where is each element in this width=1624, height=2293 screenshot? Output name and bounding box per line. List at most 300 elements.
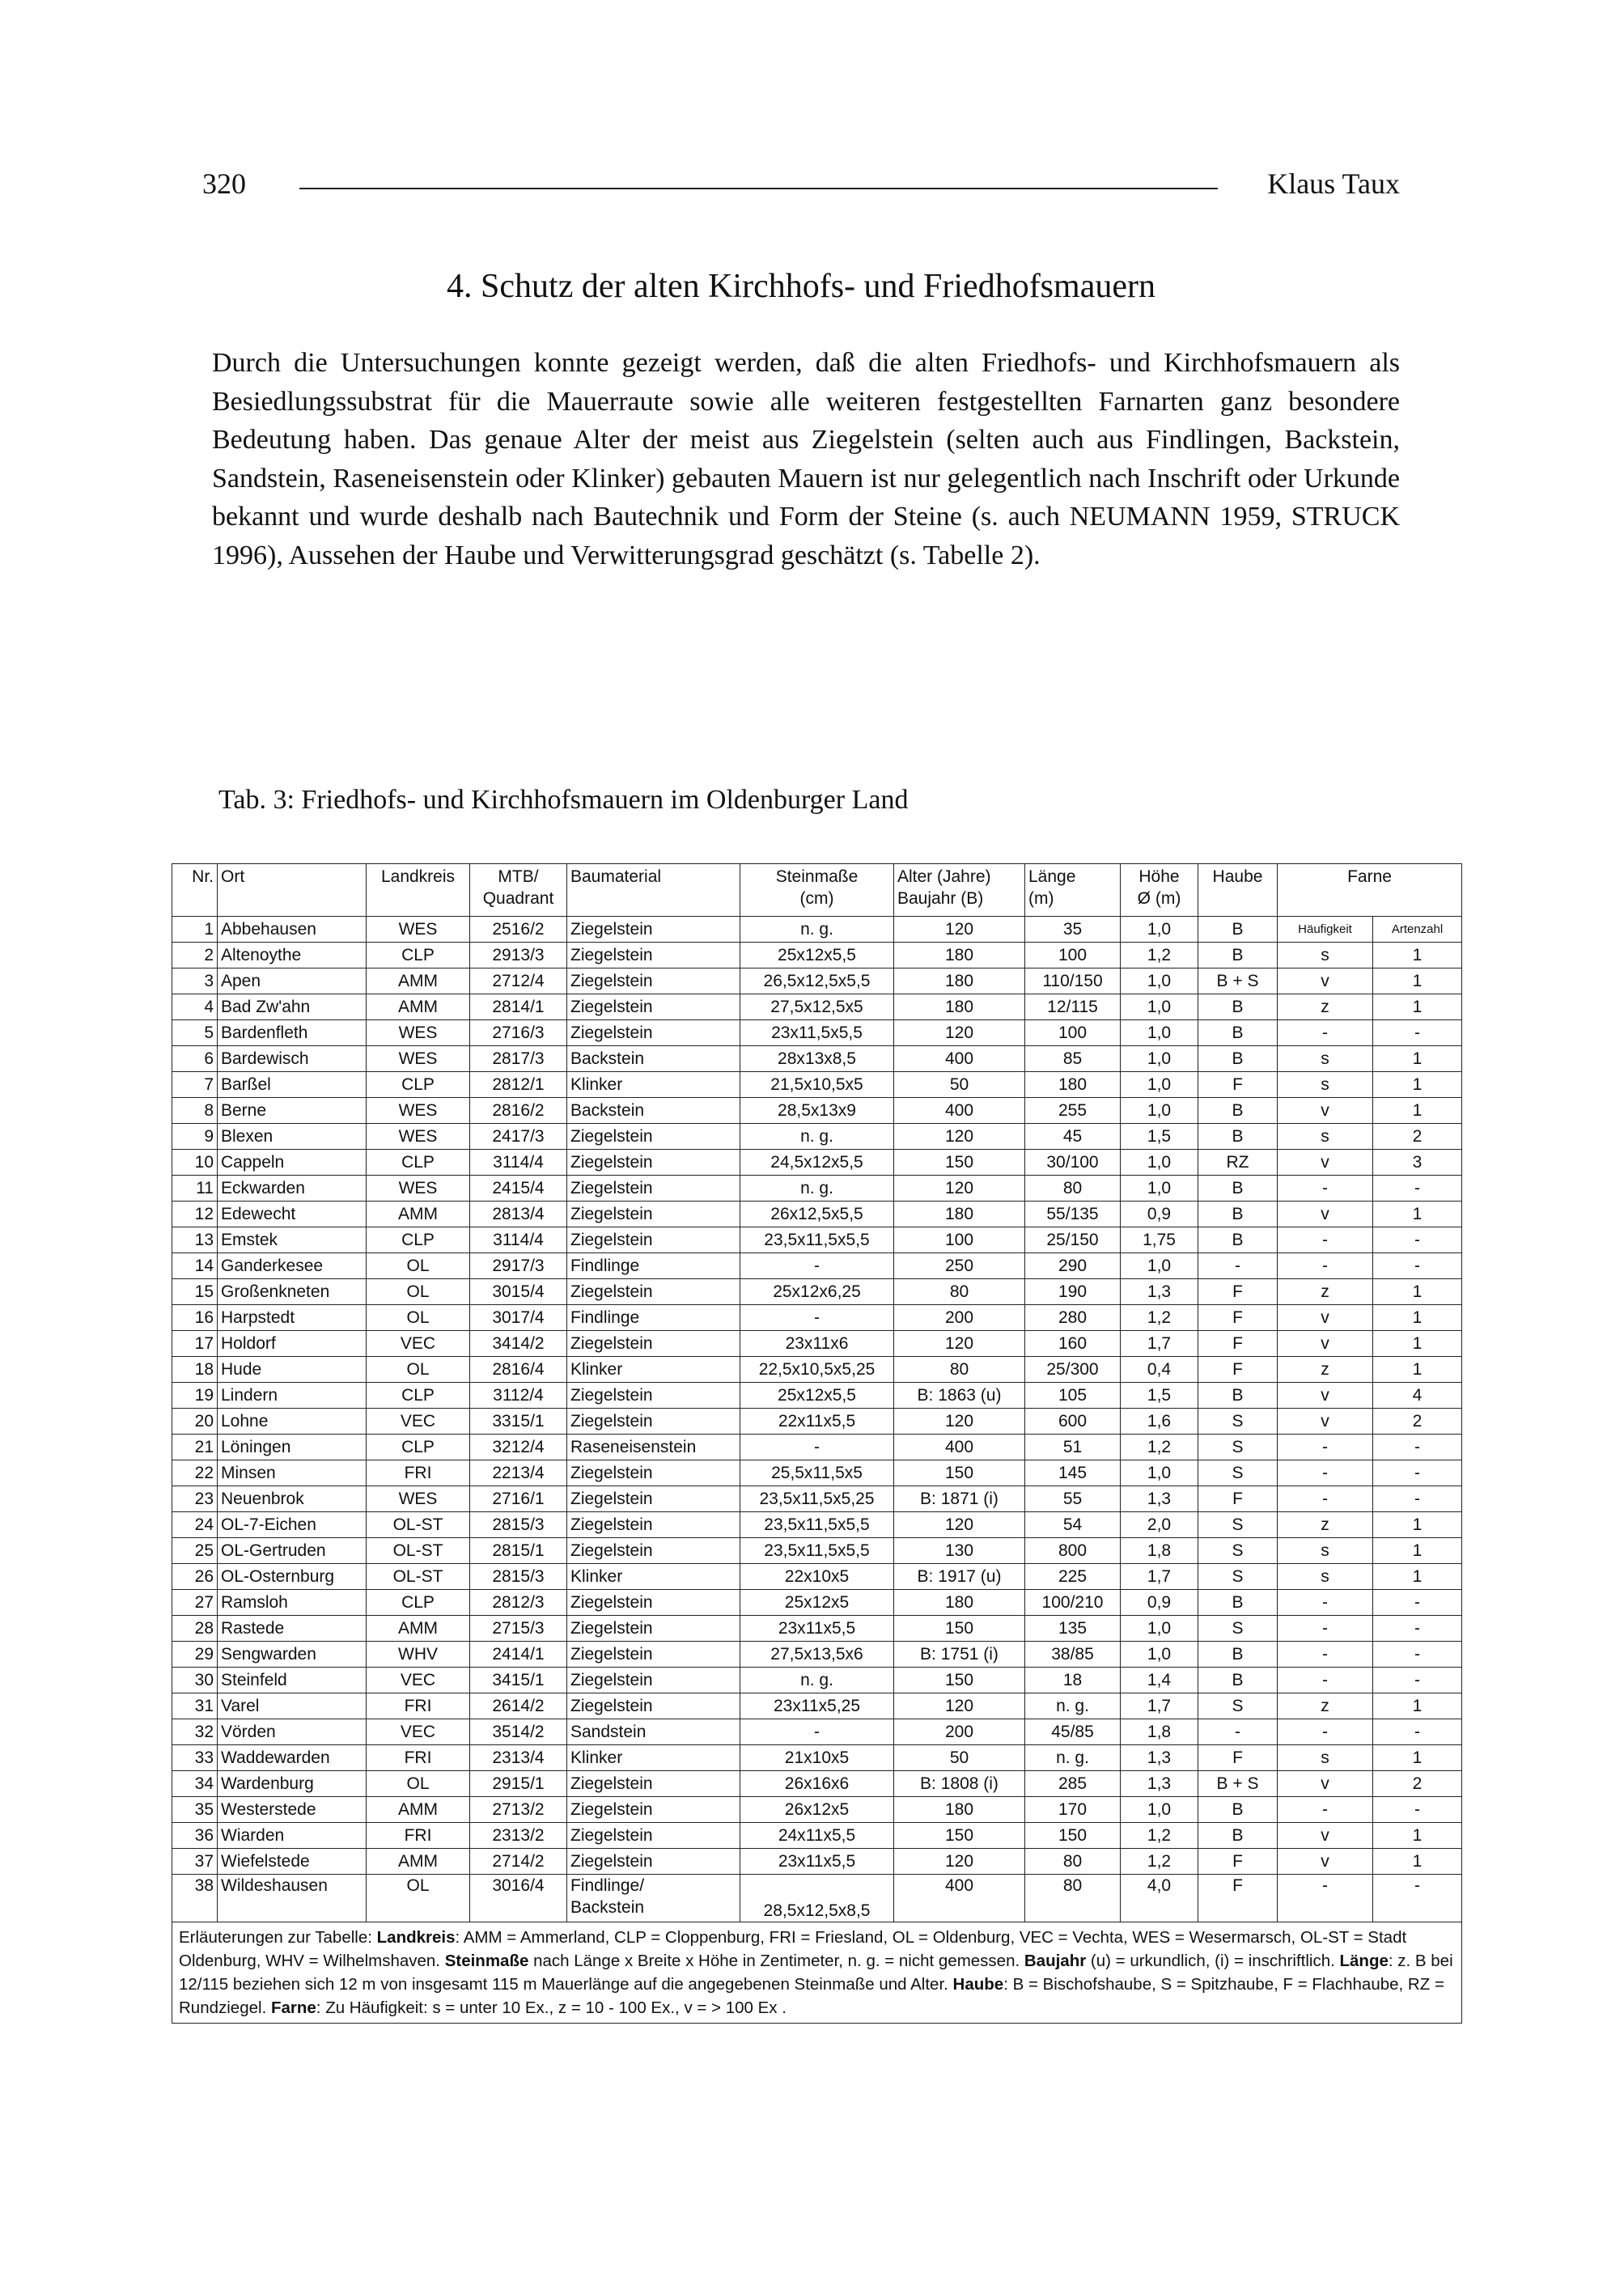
cell-alter: B: 1751 (i) [894, 1642, 1025, 1668]
cell-nr: 35 [172, 1797, 218, 1823]
cell-nr: 20 [172, 1409, 218, 1435]
cell-nr: 4 [172, 994, 218, 1020]
cell-alter: 120 [894, 917, 1025, 943]
cell-mtb: 3114/4 [470, 1150, 567, 1176]
cell-alter: B: 1808 (i) [894, 1771, 1025, 1797]
cell-landkreis: AMM [367, 1616, 470, 1642]
cell-hoehe: 1,0 [1121, 994, 1198, 1020]
cell-ort: Harpstedt [218, 1305, 367, 1331]
cell-baumaterial: Ziegelstein [567, 1176, 740, 1202]
cell-nr: 32 [172, 1719, 218, 1745]
cell-haube: B [1198, 943, 1278, 968]
cell-artenzahl: - [1373, 1176, 1462, 1202]
cell-landkreis: CLP [367, 1383, 470, 1409]
cell-artenzahl: - [1373, 1460, 1462, 1486]
cell-ort: Waddewarden [218, 1745, 367, 1771]
table-row [172, 1745, 1462, 1771]
cell-ort: Wiefelstede [218, 1849, 367, 1875]
cell-nr: 9 [172, 1124, 218, 1150]
cell-ort: Eckwarden [218, 1176, 367, 1202]
cell-landkreis: WES [367, 1124, 470, 1150]
cell-landkreis: OL [367, 1305, 470, 1331]
cell-hoehe: 1,0 [1121, 1460, 1198, 1486]
cell-alter: 150 [894, 1823, 1025, 1849]
cell-hoehe: 2,0 [1121, 1512, 1198, 1538]
cell-laenge: 45/85 [1025, 1719, 1121, 1745]
cell-alter: 120 [894, 1849, 1025, 1875]
cell-mtb: 2915/1 [470, 1771, 567, 1797]
cell-artenzahl: - [1373, 1719, 1462, 1745]
cell-landkreis: CLP [367, 943, 470, 968]
cell-ort: Barßel [218, 1072, 367, 1098]
cell-laenge: 110/150 [1025, 968, 1121, 994]
cell-steinmasse: 25x12x6,25 [740, 1279, 894, 1305]
cell-nr: 25 [172, 1538, 218, 1564]
cell-landkreis: VEC [367, 1331, 470, 1357]
cell-ort: OL-7-Eichen [218, 1512, 367, 1538]
cell-haube: S [1198, 1564, 1278, 1590]
cell-alter: 400 [894, 1046, 1025, 1072]
cell-nr: 5 [172, 1020, 218, 1046]
cell-haube: B [1198, 1202, 1278, 1227]
cell-haube: F [1198, 1849, 1278, 1875]
cell-mtb: 2812/1 [470, 1072, 567, 1098]
cell-baumaterial: Ziegelstein [567, 1616, 740, 1642]
cell-steinmasse: 25x12x5,5 [740, 1383, 894, 1409]
cell-mtb: 2313/2 [470, 1823, 567, 1849]
cell-mtb: 3015/4 [470, 1279, 567, 1305]
cell-laenge: 80 [1025, 1875, 1121, 1922]
cell-steinmasse: 25x12x5 [740, 1590, 894, 1616]
cell-steinmasse: 23x11x5,5 [740, 1616, 894, 1642]
cell-laenge: 100 [1025, 943, 1121, 968]
cell-ort: Holdorf [218, 1331, 367, 1357]
cell-hoehe: 1,0 [1121, 917, 1198, 943]
cell-landkreis: OL [367, 1279, 470, 1305]
cell-alter: 150 [894, 1616, 1025, 1642]
cell-haube: RZ [1198, 1150, 1278, 1176]
cell-haeufigkeit: - [1278, 1590, 1373, 1616]
cell-laenge: 30/100 [1025, 1150, 1121, 1176]
cell-artenzahl: 1 [1373, 1046, 1462, 1072]
cell-mtb: 2815/3 [470, 1564, 567, 1590]
cell-ort: Abbehausen [218, 917, 367, 943]
cell-laenge: 180 [1025, 1072, 1121, 1098]
cell-baumaterial: Raseneisenstein [567, 1435, 740, 1460]
cell-haeufigkeit: - [1278, 1486, 1373, 1512]
cell-haube: F [1198, 1305, 1278, 1331]
cell-artenzahl: 1 [1373, 1331, 1462, 1357]
cell-steinmasse: n. g. [740, 1176, 894, 1202]
data-table [172, 863, 1462, 2024]
cell-baumaterial: Ziegelstein [567, 1383, 740, 1409]
cell-baumaterial: Ziegelstein [567, 1693, 740, 1719]
cell-nr: 7 [172, 1072, 218, 1098]
cell-haeufigkeit: s [1278, 943, 1373, 968]
table-row [172, 1279, 1462, 1305]
cell-hoehe: 1,7 [1121, 1564, 1198, 1590]
cell-steinmasse: 26x16x6 [740, 1771, 894, 1797]
cell-nr: 22 [172, 1460, 218, 1486]
cell-laenge: 55/135 [1025, 1202, 1121, 1227]
table-row [172, 1668, 1462, 1693]
cell-laenge: 25/150 [1025, 1227, 1121, 1253]
cell-haube: S [1198, 1409, 1278, 1435]
cell-haube: - [1198, 1719, 1278, 1745]
cell-haube: B [1198, 1383, 1278, 1409]
cell-mtb: 2816/4 [470, 1357, 567, 1383]
table-row [172, 1538, 1462, 1564]
cell-ort: Ramsloh [218, 1590, 367, 1616]
cell-ort: Bardewisch [218, 1046, 367, 1072]
table-last-row-group [172, 1875, 1462, 2024]
cell-laenge: 150 [1025, 1823, 1121, 1849]
cell-haeufigkeit: s [1278, 1564, 1373, 1590]
cell-haeufigkeit: - [1278, 1797, 1373, 1823]
header-ort: Ort [218, 864, 367, 917]
cell-haube: S [1198, 1616, 1278, 1642]
cell-haeufigkeit: v [1278, 1150, 1373, 1176]
cell-artenzahl: 3 [1373, 1150, 1462, 1176]
cell-steinmasse: 23x11x6 [740, 1331, 894, 1357]
cell-hoehe: 1,0 [1121, 1797, 1198, 1823]
cell-haeufigkeit: - [1278, 1642, 1373, 1668]
table-row [172, 994, 1462, 1020]
cell-laenge: 170 [1025, 1797, 1121, 1823]
cell-nr: 21 [172, 1435, 218, 1460]
header-baumaterial: Baumaterial [567, 864, 740, 917]
cell-laenge: 25/300 [1025, 1357, 1121, 1383]
cell-baumaterial: Ziegelstein [567, 1486, 740, 1512]
cell-artenzahl: 1 [1373, 1538, 1462, 1564]
cell-laenge: 160 [1025, 1331, 1121, 1357]
cell-laenge: 800 [1025, 1538, 1121, 1564]
cell-landkreis: CLP [367, 1435, 470, 1460]
cell-artenzahl: - [1373, 1435, 1462, 1460]
cell-haeufigkeit: s [1278, 1046, 1373, 1072]
cell-artenzahl: - [1373, 1642, 1462, 1668]
cell-mtb: 2516/2 [470, 917, 567, 943]
cell-steinmasse: 28,5x13x9 [740, 1098, 894, 1124]
cell-haube: B [1198, 994, 1278, 1020]
cell-hoehe: 0,4 [1121, 1357, 1198, 1383]
cell-artenzahl: 1 [1373, 1072, 1462, 1098]
cell-hoehe: 1,3 [1121, 1279, 1198, 1305]
cell-laenge: 225 [1025, 1564, 1121, 1590]
cell-haube: B [1198, 1176, 1278, 1202]
cell-haube: B + S [1198, 1771, 1278, 1797]
cell-baumaterial: Ziegelstein [567, 1538, 740, 1564]
table-row [172, 1124, 1462, 1150]
cell-alter: 120 [894, 1331, 1025, 1357]
cell-alter: 120 [894, 1409, 1025, 1435]
cell-artenzahl: - [1373, 1227, 1462, 1253]
cell-landkreis: OL-ST [367, 1512, 470, 1538]
cell-mtb: 3514/2 [470, 1719, 567, 1745]
cell-laenge: 600 [1025, 1409, 1121, 1435]
table-row [172, 1072, 1462, 1098]
cell-nr: 17 [172, 1331, 218, 1357]
cell-baumaterial: Ziegelstein [567, 1227, 740, 1253]
cell-landkreis: OL [367, 1771, 470, 1797]
cell-ort: Wildeshausen [218, 1875, 367, 1922]
header-haube: Haube [1198, 864, 1278, 917]
cell-alter: 120 [894, 1176, 1025, 1202]
cell-haube: B [1198, 1797, 1278, 1823]
cell-steinmasse: 28x13x8,5 [740, 1046, 894, 1072]
table-row [172, 943, 1462, 968]
cell-steinmasse: - [740, 1719, 894, 1745]
cell-landkreis: OL-ST [367, 1538, 470, 1564]
cell-ort: Löningen [218, 1435, 367, 1460]
cell-mtb: 2815/1 [470, 1538, 567, 1564]
cell-landkreis: FRI [367, 1460, 470, 1486]
cell-artenzahl: - [1373, 1875, 1462, 1922]
header-rule [299, 188, 1218, 189]
cell-hoehe: 1,75 [1121, 1227, 1198, 1253]
cell-artenzahl: - [1373, 1253, 1462, 1279]
cell-alter: 120 [894, 1124, 1025, 1150]
table-row [172, 1409, 1462, 1435]
cell-mtb: 2913/3 [470, 943, 567, 968]
header-farne: Farne [1278, 864, 1462, 917]
cell-steinmasse: - [740, 1305, 894, 1331]
cell-haube: F [1198, 1072, 1278, 1098]
cell-baumaterial: Ziegelstein [567, 1279, 740, 1305]
cell-haube: F [1198, 1875, 1278, 1922]
cell-laenge: 80 [1025, 1849, 1121, 1875]
cell-artenzahl: 1 [1373, 1849, 1462, 1875]
cell-haube: B [1198, 1020, 1278, 1046]
cell-baumaterial: Ziegelstein [567, 1202, 740, 1227]
cell-haube: B + S [1198, 968, 1278, 994]
cell-alter: 180 [894, 1797, 1025, 1823]
cell-alter: 180 [894, 1202, 1025, 1227]
cell-baumaterial: Findlinge [567, 1253, 740, 1279]
table-row [172, 1616, 1462, 1642]
cell-ort: Altenoythe [218, 943, 367, 968]
table-row [172, 1797, 1462, 1823]
cell-laenge: 55 [1025, 1486, 1121, 1512]
cell-haeufigkeit: - [1278, 1176, 1373, 1202]
cell-hoehe: 1,0 [1121, 1046, 1198, 1072]
cell-landkreis: WES [367, 1176, 470, 1202]
cell-ort: Apen [218, 968, 367, 994]
cell-mtb: 2417/3 [470, 1124, 567, 1150]
cell-landkreis: WES [367, 1486, 470, 1512]
cell-hoehe: 1,0 [1121, 1098, 1198, 1124]
cell-haeufigkeit: z [1278, 1693, 1373, 1719]
cell-baumaterial: Ziegelstein [567, 1512, 740, 1538]
cell-artenzahl: - [1373, 1797, 1462, 1823]
cell-hoehe: 1,0 [1121, 1072, 1198, 1098]
header-nr: Nr. [172, 864, 218, 917]
cell-haube: F [1198, 1745, 1278, 1771]
cell-baumaterial: Ziegelstein [567, 1020, 740, 1046]
cell-haube: F [1198, 1357, 1278, 1383]
cell-haeufigkeit: v [1278, 1849, 1373, 1875]
cell-ort: Bad Zw'ahn [218, 994, 367, 1020]
cell-haeufigkeit: v [1278, 1305, 1373, 1331]
cell-alter: 150 [894, 1150, 1025, 1176]
cell-haube: B [1198, 1124, 1278, 1150]
cell-steinmasse: n. g. [740, 1668, 894, 1693]
cell-mtb: 2917/3 [470, 1253, 567, 1279]
cell-artenzahl: 1 [1373, 1098, 1462, 1124]
cell-landkreis: CLP [367, 1590, 470, 1616]
cell-alter: 180 [894, 943, 1025, 968]
cell-artenzahl: 1 [1373, 1305, 1462, 1331]
cell-hoehe: 1,0 [1121, 1253, 1198, 1279]
cell-landkreis: OL [367, 1875, 470, 1922]
cell-landkreis: CLP [367, 1227, 470, 1253]
page-number: 320 [202, 167, 246, 200]
cell-landkreis: AMM [367, 968, 470, 994]
cell-landkreis: FRI [367, 1823, 470, 1849]
page-header [202, 167, 1400, 215]
cell-steinmasse: 23,5x11,5x5,5 [740, 1512, 894, 1538]
cell-artenzahl: 1 [1373, 994, 1462, 1020]
cell-steinmasse: 23,5x11,5x5,5 [740, 1538, 894, 1564]
cell-mtb: 3415/1 [470, 1668, 567, 1693]
cell-mtb: 2713/2 [470, 1797, 567, 1823]
cell-artenzahl: 1 [1373, 1279, 1462, 1305]
cell-mtb: 2712/4 [470, 968, 567, 994]
cell-steinmasse: 22x10x5 [740, 1564, 894, 1590]
cell-nr: 33 [172, 1745, 218, 1771]
cell-mtb: 2716/3 [470, 1020, 567, 1046]
header-mtb: MTB/ Quadrant [470, 864, 567, 917]
cell-artenzahl: 2 [1373, 1124, 1462, 1150]
cell-artenzahl: - [1373, 1020, 1462, 1046]
cell-laenge: 54 [1025, 1512, 1121, 1538]
cell-steinmasse: 23x11,5x5,5 [740, 1020, 894, 1046]
cell-mtb: 3414/2 [470, 1331, 567, 1357]
cell-haube: S [1198, 1693, 1278, 1719]
cell-haube: B [1198, 917, 1278, 943]
cell-landkreis: CLP [367, 1072, 470, 1098]
cell-ort: Minsen [218, 1460, 367, 1486]
cell-artenzahl: 1 [1373, 1693, 1462, 1719]
table-row [172, 1202, 1462, 1227]
cell-mtb: 2714/2 [470, 1849, 567, 1875]
table-row [172, 1823, 1462, 1849]
cell-haeufigkeit: v [1278, 1823, 1373, 1849]
cell-nr: 1 [172, 917, 218, 943]
cell-steinmasse: 25x12x5,5 [740, 943, 894, 968]
cell-artenzahl: - [1373, 1590, 1462, 1616]
cell-baumaterial: Ziegelstein [567, 1849, 740, 1875]
cell-landkreis: WES [367, 1098, 470, 1124]
table-row [172, 1564, 1462, 1590]
cell-nr: 31 [172, 1693, 218, 1719]
cell-steinmasse: 21x10x5 [740, 1745, 894, 1771]
cell-hoehe: 1,0 [1121, 1642, 1198, 1668]
cell-hoehe: 0,9 [1121, 1590, 1198, 1616]
cell-baumaterial: Ziegelstein [567, 943, 740, 968]
table-legend: Erläuterungen zur Tabelle: Landkreis: AMM = Ammerland, CLP = Cloppenburg, FRI = Friesland, OL = Oldenburg, VEC = Vechta, WES = Wesermarsch, OL-ST = Stadt Oldenburg, WHV = Wilhelmshaven. Steinmaße nach Länge x Breite x Höhe in Zentimeter, n. g. = nicht gemessen. Baujahr (u) = urkundlich, (i) = inschriftlich. Länge: z. B bei 12/115 beziehen sich 12 m von insgesamt 115 m Mauerlänge auf die angegebenen Steinmaße und Alter. Haube: B = Bischofshaube, S = Spitzhaube, F = Flachhaube, RZ = Rundziegel. Farne: Zu Häufigkeit: s = unter 10 Ex., z = 10 - 100 Ex., v = > 100 Ex . [172, 1922, 1462, 2024]
cell-alter: 400 [894, 1875, 1025, 1922]
cell-laenge: 80 [1025, 1176, 1121, 1202]
cell-nr: 26 [172, 1564, 218, 1590]
cell-steinmasse: 26x12,5x5,5 [740, 1202, 894, 1227]
table-row [172, 1693, 1462, 1719]
cell-haeufigkeit: - [1278, 1460, 1373, 1486]
cell-laenge: 12/115 [1025, 994, 1121, 1020]
cell-haeufigkeit: - [1278, 1435, 1373, 1460]
cell-steinmasse: 28,5x12,5x8,5 [740, 1875, 894, 1922]
cell-mtb: 2812/3 [470, 1590, 567, 1616]
cell-landkreis: OL [367, 1253, 470, 1279]
cell-steinmasse: - [740, 1435, 894, 1460]
cell-mtb: 2414/1 [470, 1642, 567, 1668]
cell-haeufigkeit: z [1278, 1279, 1373, 1305]
cell-mtb: 2213/4 [470, 1460, 567, 1486]
cell-hoehe: 1,0 [1121, 1150, 1198, 1176]
cell-laenge: 18 [1025, 1668, 1121, 1693]
cell-artenzahl: 1 [1373, 1823, 1462, 1849]
cell-steinmasse: 24,5x12x5,5 [740, 1150, 894, 1176]
cell-steinmasse: 21,5x10,5x5 [740, 1072, 894, 1098]
cell-laenge: 190 [1025, 1279, 1121, 1305]
header-landkreis: Landkreis [367, 864, 470, 917]
cell-ort: Wardenburg [218, 1771, 367, 1797]
cell-ort: Varel [218, 1693, 367, 1719]
cell-landkreis: AMM [367, 1797, 470, 1823]
cell-laenge: 100/210 [1025, 1590, 1121, 1616]
cell-baumaterial: Findlinge/ Backstein [567, 1875, 740, 1922]
table-row [172, 1460, 1462, 1486]
cell-baumaterial: Backstein [567, 1046, 740, 1072]
cell-haeufigkeit: - [1278, 1668, 1373, 1693]
cell-mtb: 3016/4 [470, 1875, 567, 1922]
cell-ort: Vörden [218, 1719, 367, 1745]
cell-hoehe: 1,4 [1121, 1668, 1198, 1693]
table-row [172, 1642, 1462, 1668]
cell-nr: 2 [172, 943, 218, 968]
cell-hoehe: 1,5 [1121, 1124, 1198, 1150]
cell-ort: Wiarden [218, 1823, 367, 1849]
table-row [172, 1046, 1462, 1072]
cell-mtb: 3315/1 [470, 1409, 567, 1435]
cell-mtb: 2415/4 [470, 1176, 567, 1202]
cell-ort: Neuenbrok [218, 1486, 367, 1512]
cell-haeufigkeit: z [1278, 1357, 1373, 1383]
cell-baumaterial: Findlinge [567, 1305, 740, 1331]
cell-alter: 200 [894, 1719, 1025, 1745]
cell-laenge: 285 [1025, 1771, 1121, 1797]
cell-nr: 28 [172, 1616, 218, 1642]
cell-baumaterial: Klinker [567, 1072, 740, 1098]
cell-mtb: 2816/2 [470, 1098, 567, 1124]
cell-laenge: n. g. [1025, 1693, 1121, 1719]
cell-ort: OL-Gertruden [218, 1538, 367, 1564]
cell-hoehe: 1,2 [1121, 1823, 1198, 1849]
cell-hoehe: 1,8 [1121, 1719, 1198, 1745]
cell-alter: 120 [894, 1512, 1025, 1538]
cell-alter: B: 1917 (u) [894, 1564, 1025, 1590]
cell-laenge: 280 [1025, 1305, 1121, 1331]
table-row [172, 1383, 1462, 1409]
cell-ort: OL-Osternburg [218, 1564, 367, 1590]
cell-alter: B: 1863 (u) [894, 1383, 1025, 1409]
table-row [172, 1176, 1462, 1202]
cell-ort: Berne [218, 1098, 367, 1124]
table-row [172, 1849, 1462, 1875]
cell-alter: 150 [894, 1668, 1025, 1693]
cell-hoehe: 1,0 [1121, 1020, 1198, 1046]
cell-landkreis: WES [367, 1020, 470, 1046]
